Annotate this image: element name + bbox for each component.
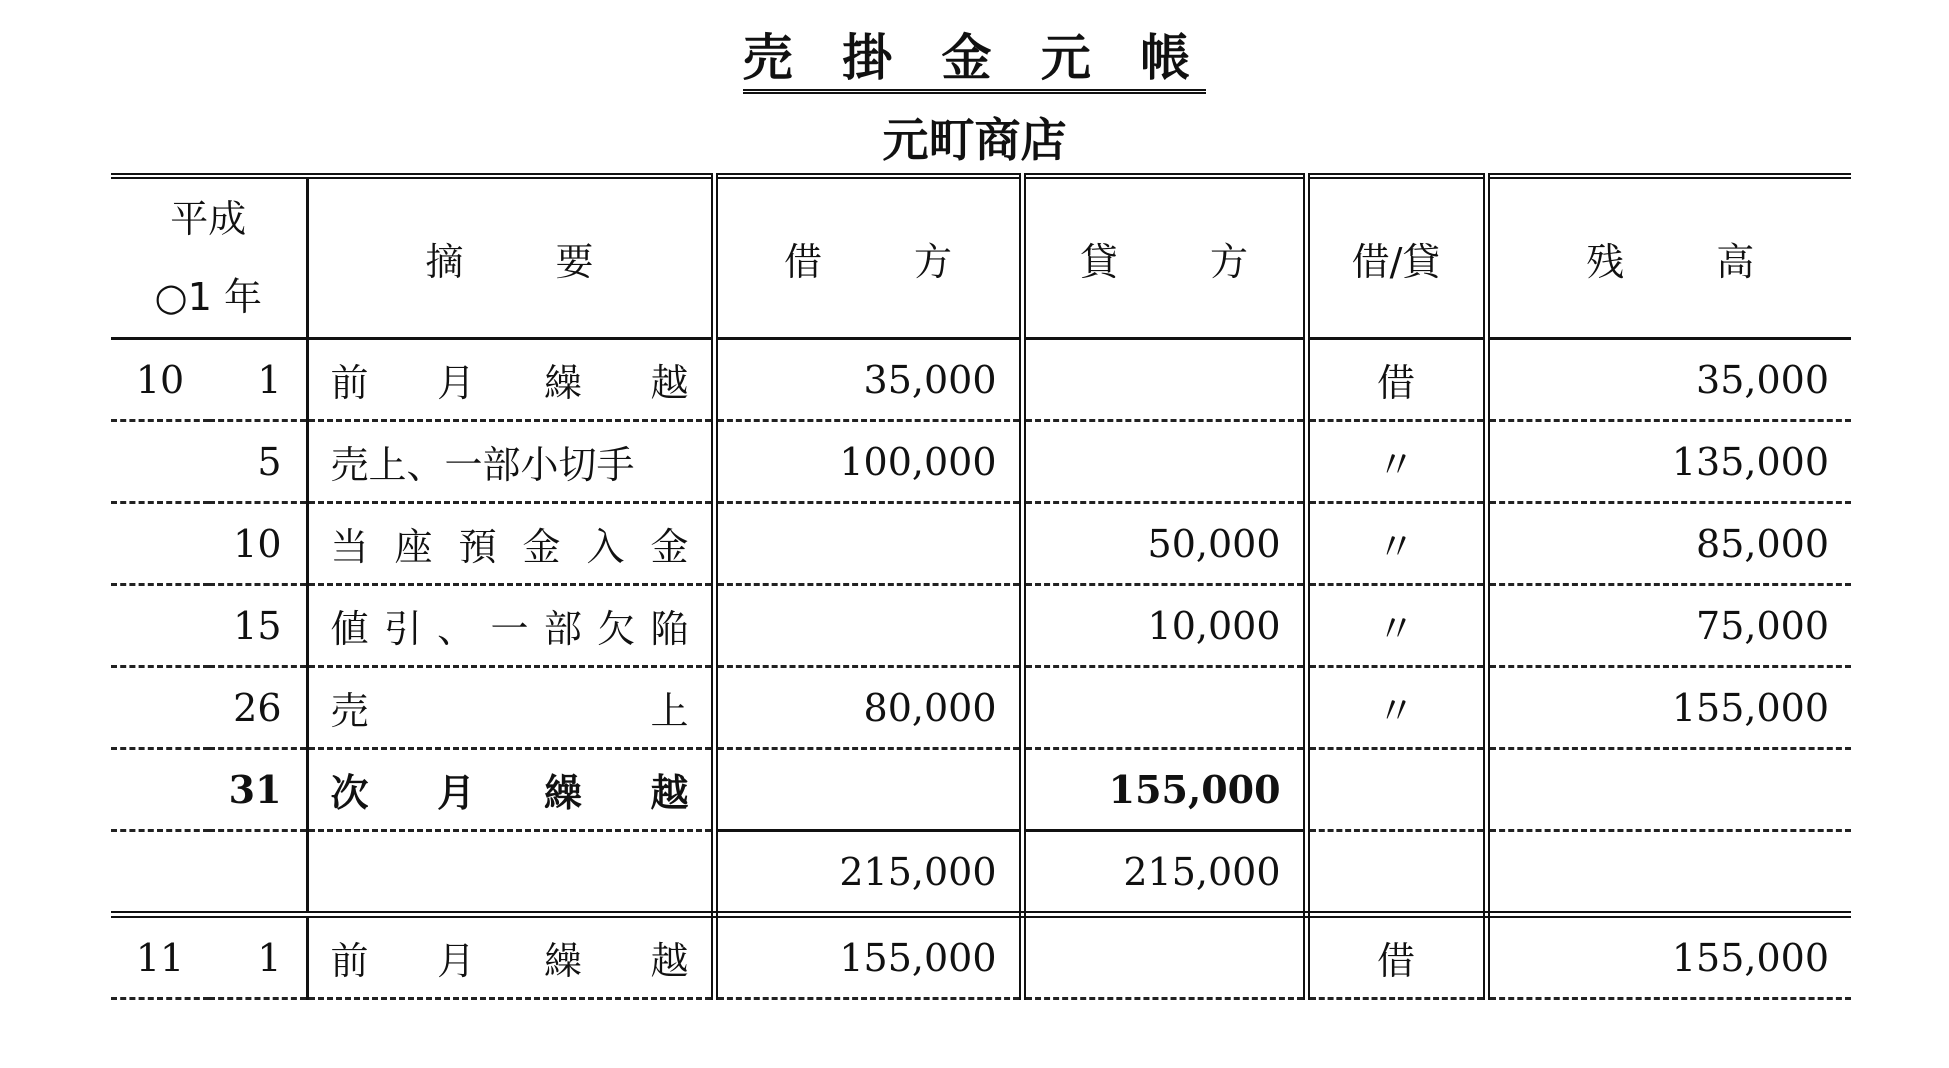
row-drcr: 〃 [1306,421,1486,503]
row-credit [1022,667,1306,749]
row-month [111,503,209,585]
date-header [111,176,307,339]
ledger-title-text: 売 掛 金 元 帳 [743,29,1207,94]
row-debit: 80,000 [714,667,1022,749]
row-debit [714,585,1022,667]
row-drcr: 〃 [1306,503,1486,585]
row-day: 31 [209,749,307,831]
description-char: 値 [330,607,369,651]
description-char: 一 [490,607,529,651]
row-balance: 135,000 [1486,421,1851,503]
row-month [111,667,209,749]
row-day: 15 [209,585,307,667]
row-day: 10 [209,503,307,585]
credit-header: 貸 方 [1022,176,1306,339]
row-month [111,421,209,503]
balance-header: 残 高 [1486,176,1851,339]
year-label: ○1 年 [154,275,262,319]
row-month [111,585,209,667]
description-char: 金 [522,525,561,569]
row-description [307,667,714,749]
row-description [307,585,714,667]
description-char: 繰 [543,361,582,405]
ledger-row [111,339,1851,421]
row-debit [714,503,1022,585]
description-char: 繰 [543,939,582,983]
description-char: 月 [437,361,476,405]
row-description [307,503,714,585]
row-credit [1022,915,1306,999]
description-char: 月 [437,771,476,815]
ledger-row [111,421,1851,503]
debit-header: 借 方 [714,176,1022,339]
ledger-table [111,173,1851,1000]
totals-drcr [1306,831,1486,915]
description-char: 預 [458,525,497,569]
description-char: 越 [650,771,689,815]
ledger-row [111,667,1851,749]
row-drcr: 借 [1306,339,1486,421]
row-balance [1486,749,1851,831]
description-char: 越 [650,361,689,405]
row-balance: 155,000 [1486,915,1851,999]
ledger-row [111,503,1851,585]
row-description [307,749,714,831]
account-name: 元町商店 [882,113,1067,167]
row-day: 5 [209,421,307,503]
description-char: 前 [330,361,369,405]
description-char: 入 [586,525,625,569]
drcr-header: 借/貸 [1306,176,1486,339]
row-credit: 155,000 [1022,749,1306,831]
total-credit: 215,000 [1022,831,1306,915]
description-char: 部 [543,607,582,651]
row-day: 26 [209,667,307,749]
description-char: 次 [330,771,369,815]
row-drcr: 〃 [1306,667,1486,749]
totals-month [111,831,209,915]
row-day: 1 [209,339,307,421]
ledger-row [111,749,1851,831]
description-char: 売 [330,689,369,733]
row-month [111,749,209,831]
totals-day [209,831,307,915]
description-char: 上 [650,689,689,733]
row-balance: 155,000 [1486,667,1851,749]
description-char: 月 [437,939,476,983]
carry-forward-row [111,915,1851,999]
row-description [307,421,714,503]
description-char: 当 [330,525,369,569]
row-drcr [1306,749,1486,831]
row-debit: 155,000 [714,915,1022,999]
description-char: 座 [394,525,433,569]
description-header: 摘 要 [307,176,714,339]
totals-balance [1486,831,1851,915]
row-balance: 75,000 [1486,585,1851,667]
ledger-title [0,18,1949,90]
row-balance: 85,000 [1486,503,1851,585]
row-credit [1022,421,1306,503]
era-label: 平成 [170,197,247,241]
totals-row [111,831,1851,915]
row-balance: 35,000 [1486,339,1851,421]
row-month: 10 [111,339,209,421]
description-char: 、 [437,607,476,651]
row-debit [714,749,1022,831]
row-credit: 10,000 [1022,585,1306,667]
row-credit [1022,339,1306,421]
ledger-row [111,585,1851,667]
description-char: 引 [383,607,422,651]
row-day: 1 [209,915,307,999]
row-description [307,915,714,999]
row-month: 11 [111,915,209,999]
total-debit: 215,000 [714,831,1022,915]
row-debit: 100,000 [714,421,1022,503]
description-char: 欠 [597,607,636,651]
description-char: 越 [650,939,689,983]
description-char: 繰 [543,771,582,815]
row-description [307,339,714,421]
row-credit: 50,000 [1022,503,1306,585]
description-char: 売上、一部小切手 [330,443,635,487]
header-row [111,176,1851,339]
row-drcr: 〃 [1306,585,1486,667]
row-debit: 35,000 [714,339,1022,421]
totals-description [307,831,714,915]
description-char: 金 [650,525,689,569]
row-drcr: 借 [1306,915,1486,999]
description-char: 陥 [650,607,689,651]
description-char: 前 [330,939,369,983]
